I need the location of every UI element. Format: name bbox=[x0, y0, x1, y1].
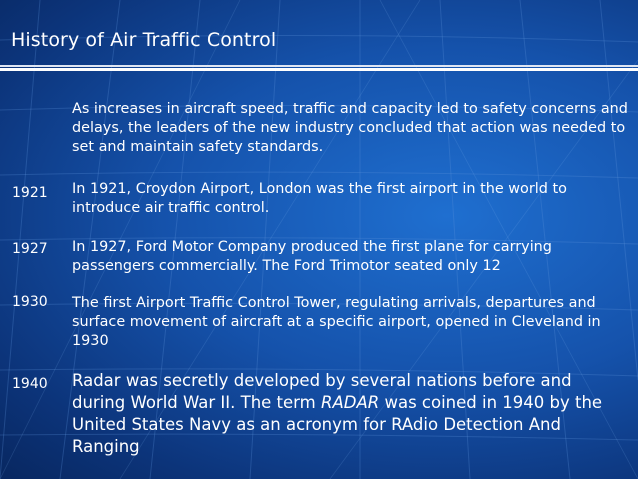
radar-term: RADAR bbox=[321, 393, 380, 412]
entry-year: 1930 bbox=[12, 294, 48, 310]
entry-year: 1940 bbox=[12, 376, 48, 392]
entry-year: 1927 bbox=[12, 241, 48, 257]
entry-text bbox=[72, 370, 630, 458]
entry-text: In 1927, Ford Motor Company produced the first plane for carrying passengers commercially. The Ford Trimotor seated only 12 bbox=[72, 239, 552, 274]
entry-year: 1921 bbox=[12, 185, 48, 201]
slide-title: History of Air Traffic Control bbox=[11, 29, 277, 51]
title-divider-thin bbox=[0, 65, 638, 67]
intro-text: As increases in aircraft speed, traffic and capacity led to safety concerns and delays, the leaders of the new industry concluded that action was needed to set and maintain safety standards. bbox=[72, 101, 628, 155]
title-bar bbox=[0, 0, 638, 68]
entry-text-after: was coined in 1940 by the United States Navy as an acronym for RAdio Detection And Ranging bbox=[72, 393, 603, 456]
entry-text: In 1921, Croydon Airport, London was the first airport in the world to introduce air traffic control. bbox=[72, 181, 567, 216]
title-divider-thick bbox=[0, 68, 638, 71]
entry-text: The first Airport Traffic Control Tower, regulating arrivals, departures and surface movement of aircraft at a specific airport, opened in Cleveland in 1930 bbox=[72, 295, 601, 349]
entry-text-before: Radar was secretly developed by several nations before and during World War II. The term bbox=[72, 371, 572, 412]
